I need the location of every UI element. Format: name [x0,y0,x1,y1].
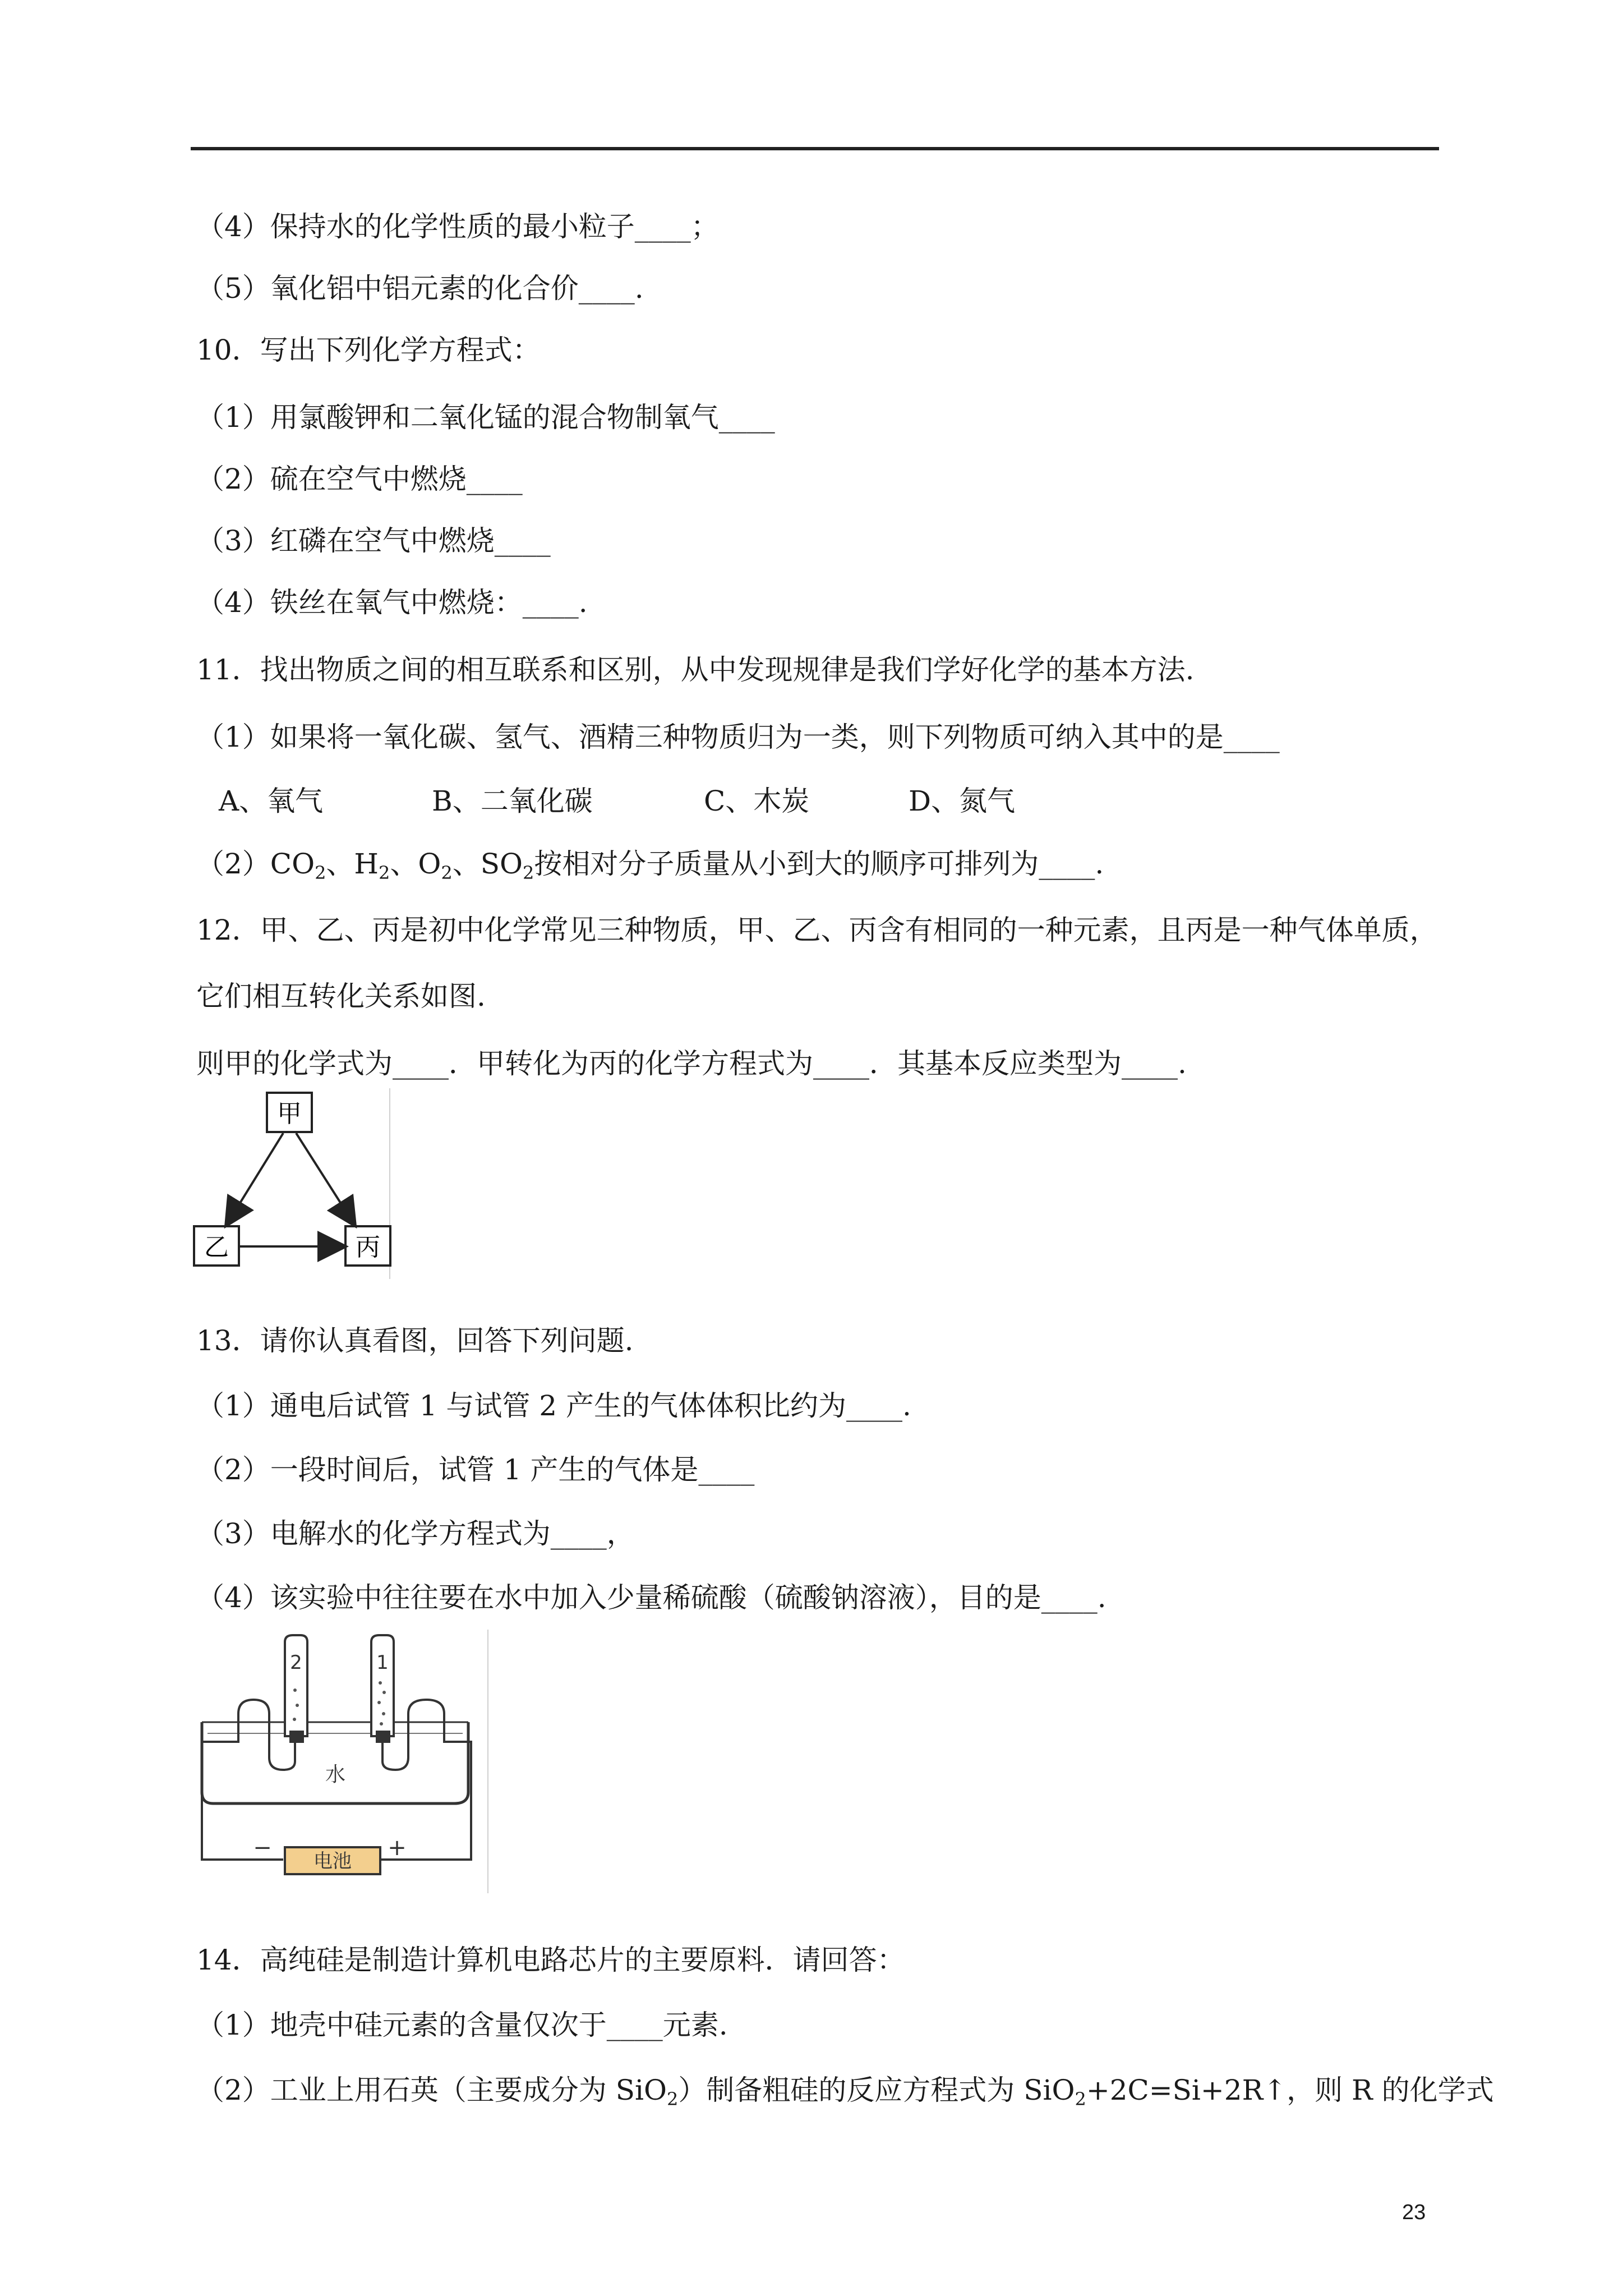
q13-item4: （4）该实验中往往要在水中加入少量稀硫酸（硫酸钠溶液），目的是____. [196,1581,1106,1614]
q14-title: 14．高纯硅是制造计算机电路芯片的主要原料．请回答： [196,1944,905,1976]
q13-title: 13．请你认真看图，回答下列问题. [196,1324,634,1357]
diagram-box-yi: 乙 [204,1233,229,1262]
q11-item2: $(2)CO_2$、$H_2$、$O_2$、$SO_2$按相对分子质量从小到大的顺序可排列为____. [196,848,1104,884]
q14-item1: （1）地壳中硅元素的含量仅次于____元素. [196,2009,728,2041]
q9-item5: （5）氧化铝中铝元素的化合价____. [196,272,644,305]
q12-line1: 12．甲、乙、丙是初中化学常见三种物质，甲、乙、丙含有相同的一种元素，且丙是一种气体单质， [196,914,1438,946]
q10-item2: （2）硫在空气中燃烧____ [196,463,523,495]
q13-item2: （2）一段时间后，试管 1 产生的气体是____ [196,1453,755,1486]
q10-item3: （3）红磷在空气中燃烧____ [196,524,551,557]
q11-title: 11．找出物质之间的相互联系和区别，从中发现规律是我们学好化学的基本方法. [196,654,1195,686]
diagram-box-jia: 甲 [277,1099,302,1128]
tube-2-label: 2 [290,1651,302,1674]
electrolysis-apparatus [191,1630,494,1893]
battery-minus: − [253,1835,272,1861]
q14-item2: （2）工业上用石英（主要成分为 SiO$_2$）制备粗硅的反应方程式为 SiO$_2$+2C=Si+2R↑，则 R 的化学式 [196,2074,1494,2110]
q12-line3: 则甲的化学式为____．甲转化为丙的化学方程式为____．其基本反应类型为____. [196,1047,1187,1080]
q13-item1: （1）通电后试管 1 与试管 2 产生的气体体积比约为____. [196,1389,911,1422]
battery-plus: + [388,1835,407,1861]
header-rule [191,147,1439,150]
q11-item1: （1）如果将一氧化碳、氢气、酒精三种物质归为一类，则下列物质可纳入其中的是____ [196,721,1280,753]
q9-item4: （4）保持水的化学性质的最小粒子____； [196,210,719,243]
q11-option-b: B、二氧化碳 [432,785,593,817]
diagram-box-bing: 丙 [356,1233,380,1262]
q11-option-c: C、木炭 [704,785,810,817]
battery-label: 电池 [313,1850,352,1872]
q12-line2: 它们相互转化关系如图. [196,980,486,1013]
q10-item4: （4）铁丝在氧气中燃烧：____. [196,586,588,619]
q10-title: 10．写出下列化学方程式： [196,334,541,366]
q11-option-a: A、氧气 [219,785,324,817]
q10-item1: （1）用氯酸钾和二氧化锰的混合物制氧气____ [196,401,775,434]
water-label: 水 [325,1763,346,1786]
page-number: 23 [1402,2201,1426,2224]
q11-option-d: D、氮气 [909,785,1016,817]
tube-1-label: 1 [376,1651,389,1674]
q13-item3: （3）电解水的化学方程式为____， [196,1517,635,1550]
q12-conversion-diagram [191,1088,398,1279]
